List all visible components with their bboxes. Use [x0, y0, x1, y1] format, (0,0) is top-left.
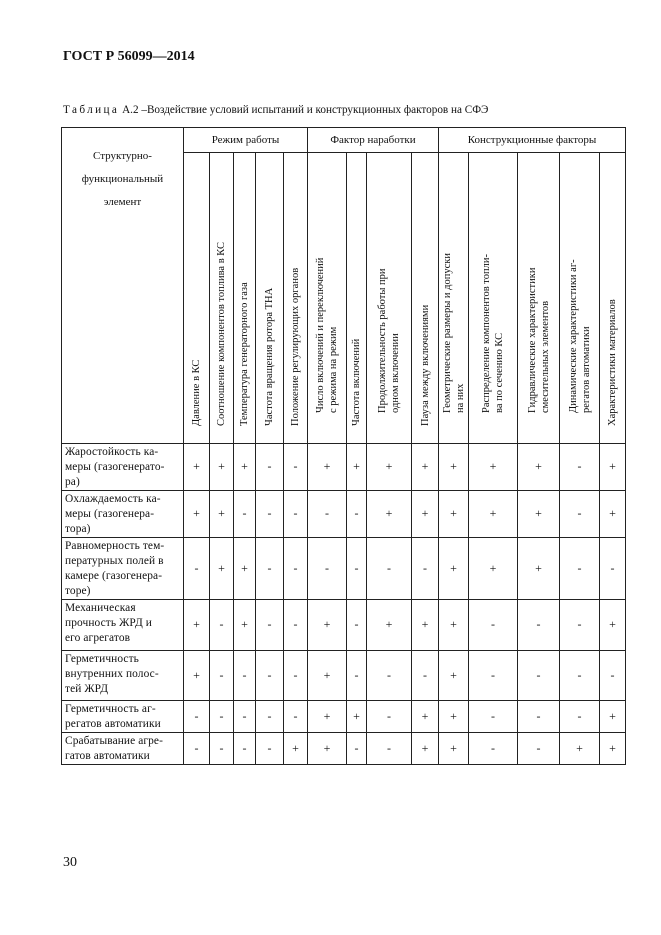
column-header-line: Давление в КС [191, 359, 202, 426]
group-operating-time: Фактор наработки [308, 128, 439, 153]
impact-cell: + [518, 444, 560, 491]
impact-cell: + [412, 733, 439, 765]
impact-cell: + [367, 444, 412, 491]
impact-cell: - [412, 651, 439, 701]
impact-cell: + [347, 701, 367, 733]
impact-cell: - [184, 733, 210, 765]
impact-cell: + [308, 651, 347, 701]
column-header-label [526, 131, 552, 413]
row-element-name [62, 444, 184, 491]
impact-cell: - [518, 651, 560, 701]
table-caption-text: –Воздействие условий испытаний и конструкционных факторов на СФЭ [141, 104, 489, 116]
group-design-factors: Конструкционные факторы [439, 128, 626, 153]
impact-cell: + [234, 444, 256, 491]
column-header-line: Динамические характеристики аг- [567, 259, 579, 413]
impact-cell: - [560, 444, 600, 491]
column-header [184, 153, 210, 444]
column-header-line: на них [454, 383, 466, 413]
impact-cell: - [234, 701, 256, 733]
page-number: 30 [63, 855, 77, 870]
impact-cell: - [560, 538, 600, 600]
row-element-name-text: Механическая прочность ЖРД и его агрегатов [65, 602, 152, 644]
impact-cell: + [600, 600, 626, 651]
impact-cell: - [284, 444, 308, 491]
impact-cell: - [284, 538, 308, 600]
impact-cell: + [560, 733, 600, 765]
impact-cell: + [234, 600, 256, 651]
impact-cell: - [367, 733, 412, 765]
element-column-header [62, 128, 184, 444]
column-header-line: Геометрические размеры и допуски [441, 253, 453, 413]
impact-cell: + [308, 600, 347, 651]
column-header-line: Число включений и переключений [315, 257, 326, 413]
column-header [210, 153, 234, 444]
impact-cell: + [210, 491, 234, 538]
row-element-name [62, 538, 184, 600]
impact-cell: - [184, 538, 210, 600]
impact-cell: + [284, 733, 308, 765]
impact-cell: - [560, 701, 600, 733]
impact-cell: - [210, 651, 234, 701]
impact-cell: + [600, 491, 626, 538]
table-row [62, 444, 626, 491]
table-caption-label: Таблица [63, 104, 120, 116]
impact-cell: - [347, 733, 367, 765]
group-operating-mode: Режим работы [184, 128, 308, 153]
column-header-line: регатов автоматики [580, 326, 592, 413]
column-header-label [441, 131, 467, 413]
impact-cell: + [469, 444, 518, 491]
impact-cell: - [256, 701, 284, 733]
table-row [62, 538, 626, 600]
impact-cell: - [560, 651, 600, 701]
row-element-name-text: Жаростойкость ка- меры (газогенерато- ра) [65, 446, 165, 488]
impact-cell: - [518, 733, 560, 765]
impact-cell: - [284, 701, 308, 733]
impact-cell: - [234, 651, 256, 701]
document-header: ГОСТ Р 56099—2014 [63, 49, 195, 64]
column-header-line: Характеристики материалов [607, 299, 618, 426]
column-header-line: ва по сечению КС [494, 332, 505, 413]
table-row [62, 491, 626, 538]
column-header-label [606, 144, 619, 426]
impact-cell: + [308, 701, 347, 733]
impact-cell: - [600, 651, 626, 701]
column-header [518, 153, 560, 444]
impact-cell: - [518, 701, 560, 733]
impact-cell: - [347, 491, 367, 538]
impact-cell: + [439, 600, 469, 651]
impact-cell: - [560, 491, 600, 538]
column-header-line: Температура генераторного газа [239, 282, 250, 426]
row-element-name [62, 701, 184, 733]
column-header-line: Частота включений [351, 338, 362, 426]
impact-cell: - [469, 651, 518, 701]
impact-cell: - [210, 733, 234, 765]
impact-cell: - [518, 600, 560, 651]
impact-cell: + [412, 491, 439, 538]
impact-cell: + [367, 491, 412, 538]
impact-cell: - [256, 600, 284, 651]
column-header-line: Частота вращения ротора ТНА [264, 287, 275, 426]
impact-cell: + [412, 444, 439, 491]
column-header [256, 153, 284, 444]
row-element-name-text: Равномерность тем- пературных полей в камере (газогенера- торе) [65, 540, 165, 597]
column-header [284, 153, 308, 444]
column-header-label [480, 131, 506, 413]
impact-cell: - [256, 733, 284, 765]
impact-cell: + [184, 600, 210, 651]
table-row [62, 733, 626, 765]
impact-cell: - [347, 600, 367, 651]
impact-cell: - [367, 651, 412, 701]
impact-cell: + [308, 733, 347, 765]
impact-cell: + [439, 491, 469, 538]
impact-cell: - [256, 651, 284, 701]
column-header-line: Положение регулирующих органов [290, 267, 301, 426]
row-element-name [62, 651, 184, 701]
impact-cell: - [284, 491, 308, 538]
impact-cell: - [234, 491, 256, 538]
impact-cell: + [210, 538, 234, 600]
table-row [62, 651, 626, 701]
row-element-name [62, 733, 184, 765]
impact-cell: - [560, 600, 600, 651]
row-element-name-text: Герметичность внутренних полос- тей ЖРД [65, 653, 159, 695]
impact-cell: + [439, 733, 469, 765]
row-element-name [62, 600, 184, 651]
column-header-line: Соотношение компонентов топлива в КС [216, 241, 227, 426]
column-header-label [263, 144, 276, 426]
impact-cell: - [367, 701, 412, 733]
impact-table [61, 127, 626, 765]
impact-cell: - [367, 538, 412, 600]
table-caption-number: А.2 [122, 104, 139, 116]
impact-cell: + [234, 538, 256, 600]
row-element-name-text: Охлаждаемость ка- меры (газогенера- тора) [65, 493, 161, 535]
column-header-label [238, 144, 251, 426]
impact-cell: + [308, 444, 347, 491]
table-row [62, 701, 626, 733]
impact-cell: + [439, 444, 469, 491]
impact-cell: - [284, 651, 308, 701]
column-header [367, 153, 412, 444]
column-header-label [350, 144, 363, 426]
column-header [439, 153, 469, 444]
column-header-label [314, 131, 340, 413]
column-header [600, 153, 626, 444]
row-element-name-text: Срабатывание агре- гатов автоматики [65, 735, 163, 762]
element-column-header-text: Структурно- функциональный элемент [81, 150, 164, 209]
impact-cell: + [518, 538, 560, 600]
impact-cell: + [518, 491, 560, 538]
column-header-label [419, 144, 432, 426]
impact-cell: - [600, 538, 626, 600]
table-row [62, 600, 626, 651]
impact-cell: - [308, 491, 347, 538]
impact-cell: + [210, 444, 234, 491]
column-header-label [289, 144, 302, 426]
column-header [347, 153, 367, 444]
column-header-label [215, 144, 228, 426]
impact-cell: - [210, 701, 234, 733]
impact-cell: + [347, 444, 367, 491]
impact-cell: - [308, 538, 347, 600]
impact-cell: + [600, 733, 626, 765]
impact-cell: - [469, 701, 518, 733]
column-header [469, 153, 518, 444]
impact-cell: - [256, 491, 284, 538]
row-element-name-text: Герметичность аг- регатов автоматики [65, 703, 161, 730]
impact-cell: - [347, 538, 367, 600]
column-header-line: Распределение компонентов топли- [481, 254, 492, 413]
column-header [308, 153, 347, 444]
column-header [560, 153, 600, 444]
column-header [234, 153, 256, 444]
impact-cell: + [439, 701, 469, 733]
column-header-line: с режима на режим [328, 326, 339, 413]
column-header-line: Продолжительность работы при [377, 268, 388, 413]
impact-cell: - [256, 444, 284, 491]
impact-cell: + [367, 600, 412, 651]
table-caption [63, 104, 488, 116]
impact-cell: + [600, 701, 626, 733]
impact-cell: + [184, 651, 210, 701]
column-header-label [190, 144, 203, 426]
column-header-label [376, 131, 402, 413]
impact-cell: + [412, 701, 439, 733]
column-header-line: смесительных элементов [539, 300, 551, 413]
impact-cell: - [234, 733, 256, 765]
column-header [412, 153, 439, 444]
impact-cell: - [469, 600, 518, 651]
impact-cell: - [412, 538, 439, 600]
column-header-line: одном включении [390, 333, 401, 413]
impact-cell: - [347, 651, 367, 701]
impact-cell: - [210, 600, 234, 651]
impact-cell: + [412, 600, 439, 651]
impact-cell: + [184, 444, 210, 491]
impact-cell: + [469, 538, 518, 600]
impact-cell: + [184, 491, 210, 538]
column-header-label [567, 131, 593, 413]
impact-cell: - [469, 733, 518, 765]
impact-cell: + [600, 444, 626, 491]
impact-cell: + [439, 651, 469, 701]
impact-cell: + [439, 538, 469, 600]
impact-cell: - [284, 600, 308, 651]
impact-cell: - [184, 701, 210, 733]
row-element-name [62, 491, 184, 538]
column-header-line: Гидравлические характеристики [526, 267, 538, 413]
impact-cell: - [256, 538, 284, 600]
impact-cell: + [469, 491, 518, 538]
column-header-line: Пауза между включениями [419, 304, 431, 426]
